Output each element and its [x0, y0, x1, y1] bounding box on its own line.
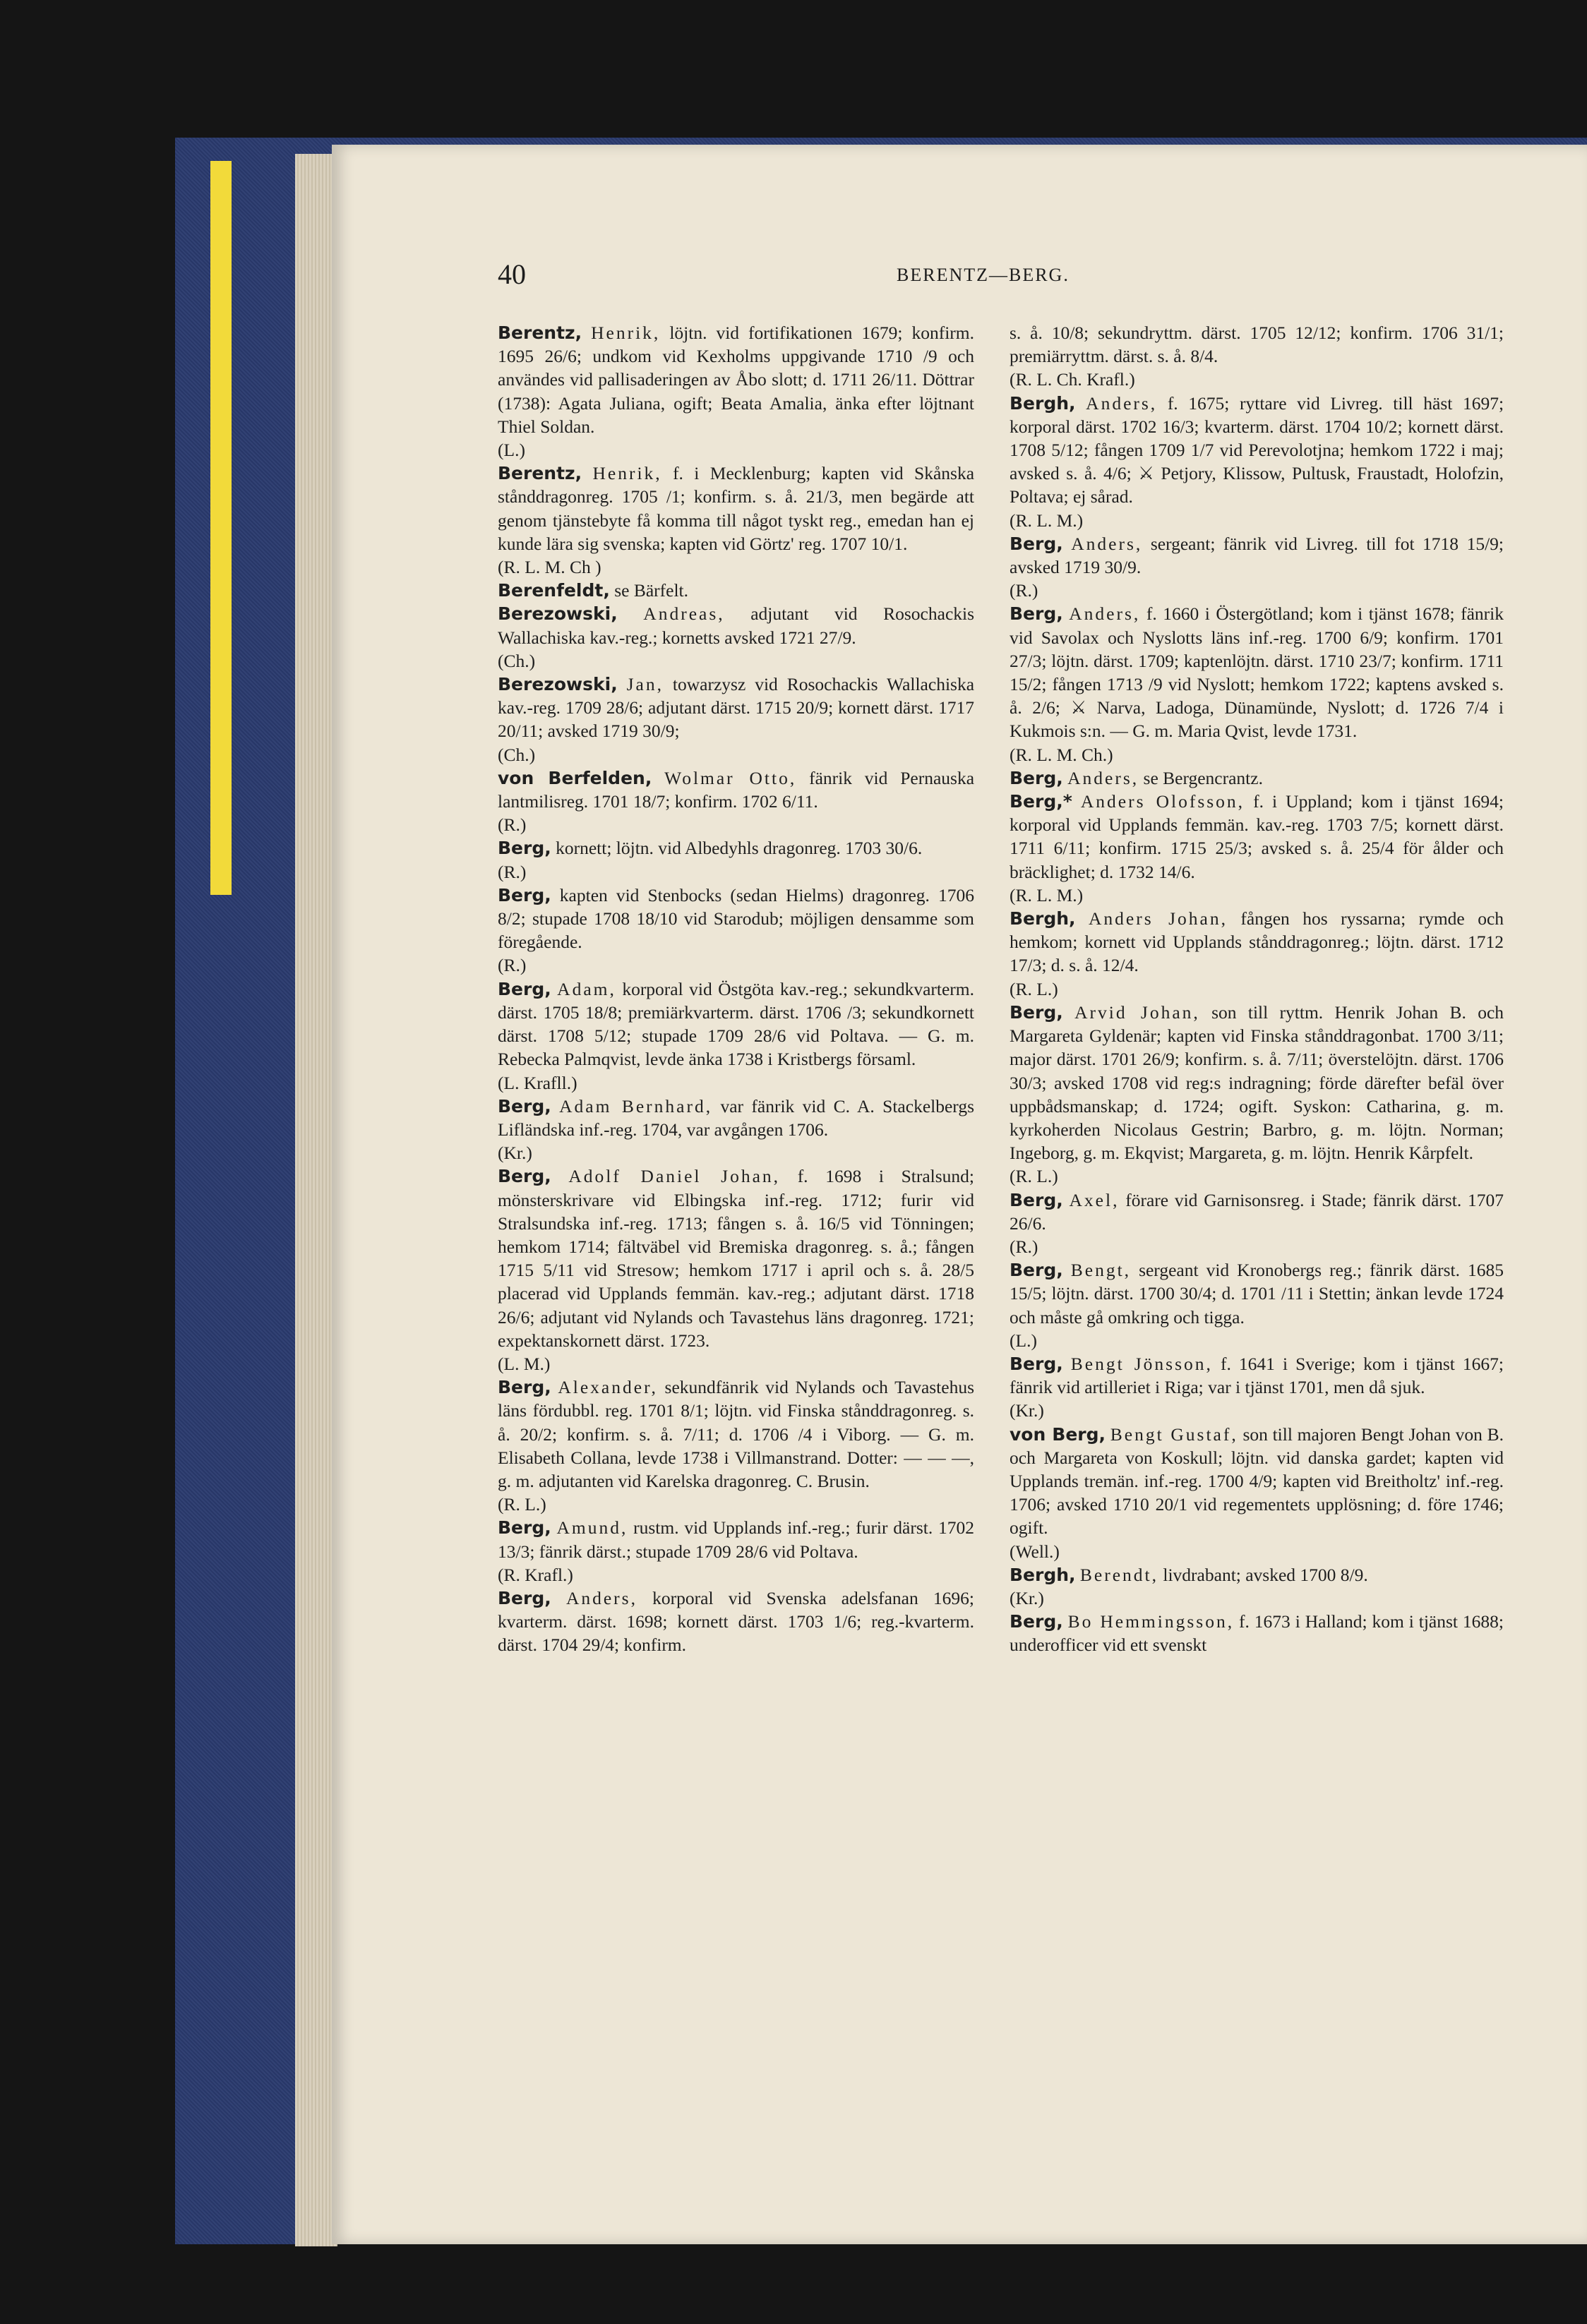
entry-name: Berg,	[1010, 1189, 1063, 1210]
entry-source: (R. L. M.)	[1010, 884, 1084, 905]
entry-given-name: Alexander,	[558, 1377, 658, 1398]
entry-text: f. 1660 i Östergötland; kom i tjänst 1678; fänrik vid Savolax och Nyslotts läns inf.-reg. 1700 6/9; konfirm. 1701 27/3; löjtn. därst. 1709; kaptenlöjtn. därst. 1710 23/7; konfirm. 1711 15/2; fången 1713 /9 vid Nyslott; hemkom 1722; kaptens avsked s. å. 2/6; ⚔ Narva, Ladoga, Dünamünde, Nyslott; d. 1726 7/4 i Kukmois s:n. — G. m. Maria Qvist, levde 1731.	[1010, 603, 1504, 742]
biography-entry	[498, 673, 974, 766]
entry-source: (L. Krafll.)	[498, 1072, 577, 1093]
book-page	[332, 145, 1587, 2244]
entry-text: f. i Uppland; kom i tjänst 1694; korporal vid Upplands femmän. kav.-reg. 1703 7/5; kornett därst. 1711 6/11; konfirm. 1715 25/3; avsked s. å. 25/4 för ålder och bräcklighet; d. 1732 14/6.	[1010, 791, 1504, 882]
entry-given-name: Wolmar Otto,	[664, 767, 797, 788]
entry-source: (L.)	[1010, 1330, 1037, 1351]
entry-given-name: Anders,	[565, 1587, 637, 1608]
biography-entry	[498, 766, 974, 837]
entry-given-name: Henrik,	[592, 463, 662, 484]
biography-entry	[1010, 532, 1504, 603]
entry-given-name: Adam Bernhard,	[559, 1095, 713, 1116]
biography-entry	[498, 1516, 974, 1587]
entry-given-name: Anders,	[1069, 603, 1141, 625]
biography-entry	[1010, 1563, 1504, 1610]
entry-text: se Bergencrantz.	[1143, 767, 1263, 788]
entry-name: Berg,	[498, 1166, 551, 1187]
biography-entry	[498, 579, 974, 602]
entry-name: Berezowski,	[498, 674, 618, 695]
entry-source: (Kr.)	[1010, 1400, 1044, 1421]
entry-source: (Ch.)	[498, 650, 536, 671]
entry-source: (R. L. M. Ch )	[498, 557, 601, 578]
entry-name: Berg,	[1010, 533, 1063, 554]
entry-source: (R.)	[498, 814, 527, 836]
entry-given-name: Bengt Jönsson,	[1070, 1353, 1213, 1374]
entry-text: f. 1673 i Halland; kom i tjänst 1688; underofficer vid ett svenskt	[1010, 1611, 1504, 1656]
bookmark-ribbon	[210, 161, 232, 895]
entry-source: (R. L. Ch. Krafl.)	[1010, 369, 1135, 390]
biography-entry	[1010, 1423, 1504, 1563]
entry-name: Berg,	[498, 838, 551, 859]
entry-text: kapten vid Stenbocks (sedan Hielms) dragonreg. 1706 8/2; stupade 1708 18/10 vid Starodub; möjligen densamme som föregående.	[498, 884, 974, 953]
entry-given-name: Anders Johan,	[1088, 908, 1228, 929]
entry-source: (R. L.)	[1010, 978, 1058, 999]
entry-text: f. 1698 i Stralsund; mönsterskrivare vid Elbingska inf.-reg. 1712; furir vid Stralsundska inf.-reg. 1713; fången s. å. 16/5 vid Tönningen; hemkom 1714; fältväbel vid Bremiska dragonreg. s. å.; fången 1715 5/11 vid Stresow; hemkom 1717 i april och s. å. 28/5 placerad vid Upplands femmän. kav.-reg.; adjutant därst. 1718 26/6; adjutant vid Nylands och Tavastehus läns dragonreg. 1721; expektanskornett därst. 1723.	[498, 1166, 975, 1351]
entry-text: s. å. 10/8; sekundryttm. därst. 1705 12/12; konfirm. 1706 31/1; premiärryttm. därst. s. å. 8/4.	[1010, 323, 1504, 367]
entry-text: förare vid Garnisonsreg. i Stade; fänrik därst. 1707 26/6.	[1010, 1189, 1504, 1234]
biography-entry	[1010, 1001, 1504, 1188]
entry-name: Bergh,	[1010, 908, 1076, 929]
entry-source: (R. L. M.)	[1010, 510, 1084, 531]
entry-name: Berentz,	[498, 463, 582, 484]
entry-text: rustm. vid Upplands inf.-reg.; furir därst. 1702 13/3; fänrik därst.; stupade 1709 28/6 vid Poltava.	[498, 1517, 974, 1562]
biography-entry	[1010, 1610, 1504, 1656]
entry-text: kornett; löjtn. vid Albedyhls dragonreg. 1703 30/6.	[556, 838, 923, 859]
entry-name: Berg,	[498, 884, 551, 905]
entry-source: (L. M.)	[498, 1353, 551, 1374]
entry-name: Berg,	[1010, 1611, 1063, 1632]
entry-name: Berg,	[498, 1095, 551, 1116]
entry-given-name: Anders,	[1086, 392, 1158, 414]
entry-name: Berg,	[498, 1377, 551, 1398]
entry-given-name: Berendt,	[1079, 1564, 1159, 1585]
entry-name: Bergh,	[1010, 392, 1076, 414]
entry-text: se Bärfelt.	[614, 580, 689, 601]
entry-source: (Kr.)	[498, 1143, 532, 1164]
entry-text: son till majoren Bengt Johan von B. och Margareta von Koskull; löjtn. vid danska gardet; kapten vid Upplands tremän. inf.-reg. 1700 4/9; kapten vid Breitholtz' inf.-reg. 1706; avsked 1710 20/1 vid regementets upplösning; d. före 1746; ogift.	[1010, 1423, 1504, 1539]
biography-entry	[498, 1164, 974, 1375]
entry-given-name: Bo Hemmingsson,	[1067, 1611, 1235, 1632]
biography-entry	[1010, 321, 1504, 392]
biography-entry	[498, 321, 974, 462]
entry-given-name: Adam,	[557, 978, 616, 999]
entry-given-name: Amund,	[556, 1517, 628, 1539]
entry-name: von Berfelden,	[498, 767, 652, 788]
entry-source: (R. L. M. Ch.)	[1010, 744, 1113, 765]
entry-text: f. i Mecklenburg; kapten vid Skånska stånddragonreg. 1705 /1; konfirm. s. å. 21/3, men begärde att genom tjänstebyte få komma till något tyskt reg., emedan han ej kunde lära sig svenska; kapten vid Görtz' reg. 1707 10/1.	[498, 463, 975, 554]
biography-entry	[498, 1375, 974, 1516]
entry-name: Berg,	[498, 1517, 551, 1539]
entry-source: (L.)	[498, 440, 525, 461]
entry-source: (R.)	[1010, 1236, 1038, 1257]
entry-text: livdrabant; avsked 1700 8/9.	[1163, 1564, 1368, 1585]
biography-entry	[498, 1587, 974, 1657]
entry-name: Berenfeldt,	[498, 580, 610, 601]
entry-text: f. 1641 i Sverige; kom i tjänst 1667; fänrik vid artilleriet i Riga; var i tjänst 1701, men då sjuk.	[1010, 1353, 1504, 1398]
biography-entry	[1010, 602, 1504, 766]
biography-entry	[498, 1095, 974, 1165]
entry-given-name: Anders Olofsson,	[1080, 791, 1245, 812]
biography-entry	[1010, 790, 1504, 907]
entry-given-name: Henrik,	[591, 323, 661, 343]
entry-name: Berg,	[1010, 1001, 1063, 1023]
entry-name: Berg,	[1010, 1353, 1063, 1374]
entry-source: (Kr.)	[1010, 1587, 1044, 1608]
entry-given-name: Anders,	[1071, 533, 1143, 554]
entry-given-name: Anders,	[1067, 767, 1139, 788]
entry-text: adjutant vid Rosochackis Wallachiska kav.-reg.; kornetts avsked 1721 27/9.	[498, 603, 975, 648]
running-head: BERENTZ—BERG.	[897, 265, 1070, 285]
entry-text: sergeant vid Kronobergs reg.; fänrik därst. 1685 15/5; löjtn. därst. 1700 30/4; d. 1701 /11 i Stettin; änkan levde 1724 och måste gå omkring och tigga.	[1010, 1260, 1504, 1327]
entry-text: fänrik vid Pernauska lantmilisreg. 1701 18/7; konfirm. 1702 6/11.	[498, 767, 975, 812]
entry-name: Berg,	[1010, 603, 1063, 625]
entry-name: Berg,	[498, 978, 551, 999]
entry-text: son till ryttm. Henrik Johan B. och Margareta Gyldenär; kapten vid Finska stånddragonbat. 1700 3/11; major därst. 1701 26/9; konfirm. s. å. 7/11; överstelöjtn. därst. 1706 30/3; avsked 1708 vid reg:s indragning; förde därefter befäl över uppbådsmanskap; d. 1724; ogift. Syskon: Catharina, g. m. kyrkoherden Nicolaus Gestrin; Barbro, g. m. löjtn. Norman; Ingeborg, g. m. Ekqvist; Margareta, g. m. löjtn. Henrik Kårpfelt.	[1010, 1001, 1504, 1164]
entry-given-name: Bengt,	[1070, 1260, 1132, 1281]
entry-source: (R. L.)	[1010, 1166, 1058, 1187]
page-number: 40	[498, 258, 526, 290]
entry-name: Berg,	[498, 1587, 551, 1608]
biography-entry	[498, 836, 974, 883]
right-column	[1010, 321, 1504, 1657]
entry-given-name: Bengt Gustaf,	[1110, 1423, 1238, 1445]
entry-given-name: Axel,	[1069, 1189, 1120, 1210]
entry-given-name: Adolf Daniel Johan,	[568, 1166, 781, 1187]
biography-entry	[1010, 1258, 1504, 1352]
entry-name: Berg,	[1010, 767, 1063, 788]
entry-text: löjtn. vid fortifikationen 1679; konfirm. 1695 26/6; undkom vid Kexholms uppgivande 1710 /9 och användes vid pallisaderingen av Åbo slott; d. 1711 26/11. Döttrar (1738): Agata Juliana, ogift; Beata Amalia, änka efter löjtnant Thiel Soldan.	[498, 323, 974, 437]
entry-name: von Berg,	[1010, 1423, 1106, 1445]
entry-text: sergeant; fänrik vid Livreg. till fot 1718 15/9; avsked 1719 30/9.	[1010, 533, 1504, 578]
entry-source: (R. Krafl.)	[498, 1564, 573, 1585]
entry-given-name: Andreas,	[643, 603, 725, 625]
entry-source: (R.)	[498, 861, 527, 882]
entry-given-name: Arvid Johan,	[1074, 1001, 1200, 1023]
biography-entry	[1010, 907, 1504, 1001]
entry-name: Bergh,	[1010, 1564, 1076, 1585]
entry-given-name: Jan,	[626, 674, 664, 695]
page-header	[332, 258, 1587, 300]
entry-source: (R.)	[1010, 580, 1038, 601]
biography-entry	[1010, 1188, 1504, 1259]
biography-entry	[498, 977, 974, 1095]
entry-text: f. 1675; ryttare vid Livreg. till häst 1697; korporal därst. 1702 16/3; kvarterm. därst. 1704 10/2; kornett därst. 1708 5/12; fången 1709 1/7 vid Perevolotjna; hemkom 1722 i maj; avsked s. å. 4/6; ⚔ Petjory, Klissow, Pultusk, Fraustadt, Holofzin, Poltava; ej sårad.	[1010, 392, 1504, 507]
biography-entry	[1010, 392, 1504, 532]
entry-source: (Well.)	[1010, 1541, 1060, 1562]
entry-text: towarzysz vid Rosochackis Wallachiska kav.-reg. 1709 28/6; adjutant därst. 1715 20/9; kornett därst. 1717 20/11; avsked 1719 30/9;	[498, 674, 975, 742]
entry-name: Berezowski,	[498, 603, 618, 625]
entry-text: sekundfänrik vid Nylands och Tavastehus läns fördubbl. reg. 1701 8/1; löjtn. vid Finska stånddragonreg. s. å. 20/2; konfirm. s. å. 7/11; d. 1706 /4 i Viborg. — G. m. Elisabeth Collana, levde 1738 i Villmanstrand. Dotter: — — —, g. m. adjutanten vid Karelska dragonreg. C. Brusin.	[498, 1377, 975, 1491]
entry-source: (Ch.)	[498, 744, 536, 765]
biography-entry	[498, 602, 974, 673]
entry-text: korporal vid Östgöta kav.-reg.; sekundkvarterm. därst. 1705 18/8; premiärkvarterm. därst. 1706 /3; sekundkornett därst. 1708 5/12; stupade 1709 28/6 vid Poltava. — G. m. Rebecka Palmqvist, levde änka 1738 i Kristbergs församl.	[498, 978, 975, 1070]
biography-entry	[498, 884, 974, 977]
biography-entry	[498, 462, 974, 579]
entry-name: Berentz,	[498, 323, 582, 343]
entry-name: Berg,*	[1010, 791, 1072, 812]
entry-name: Berg,	[1010, 1260, 1063, 1281]
page-edges	[295, 154, 337, 2246]
biography-entry	[1010, 766, 1504, 790]
entry-text: korporal vid Svenska adelsfanan 1696; kvarterm. därst. 1698; kornett därst. 1703 1/6; reg.-kvarterm. därst. 1704 29/4; konfirm.	[498, 1587, 975, 1656]
left-column	[498, 321, 974, 1657]
biography-entry	[1010, 1352, 1504, 1423]
entry-text: var fänrik vid C. A. Stackelbergs Lifländska inf.-reg. 1704, var avgången 1706.	[498, 1095, 974, 1140]
entry-text: fången hos ryssarna; rymde och hemkom; kornett vid Upplands stånddragonreg.; löjtn. därst. 1712 17/3; d. s. å. 12/4.	[1010, 908, 1504, 976]
entry-source: (R.)	[498, 955, 527, 976]
entry-source: (R. L.)	[498, 1494, 546, 1515]
